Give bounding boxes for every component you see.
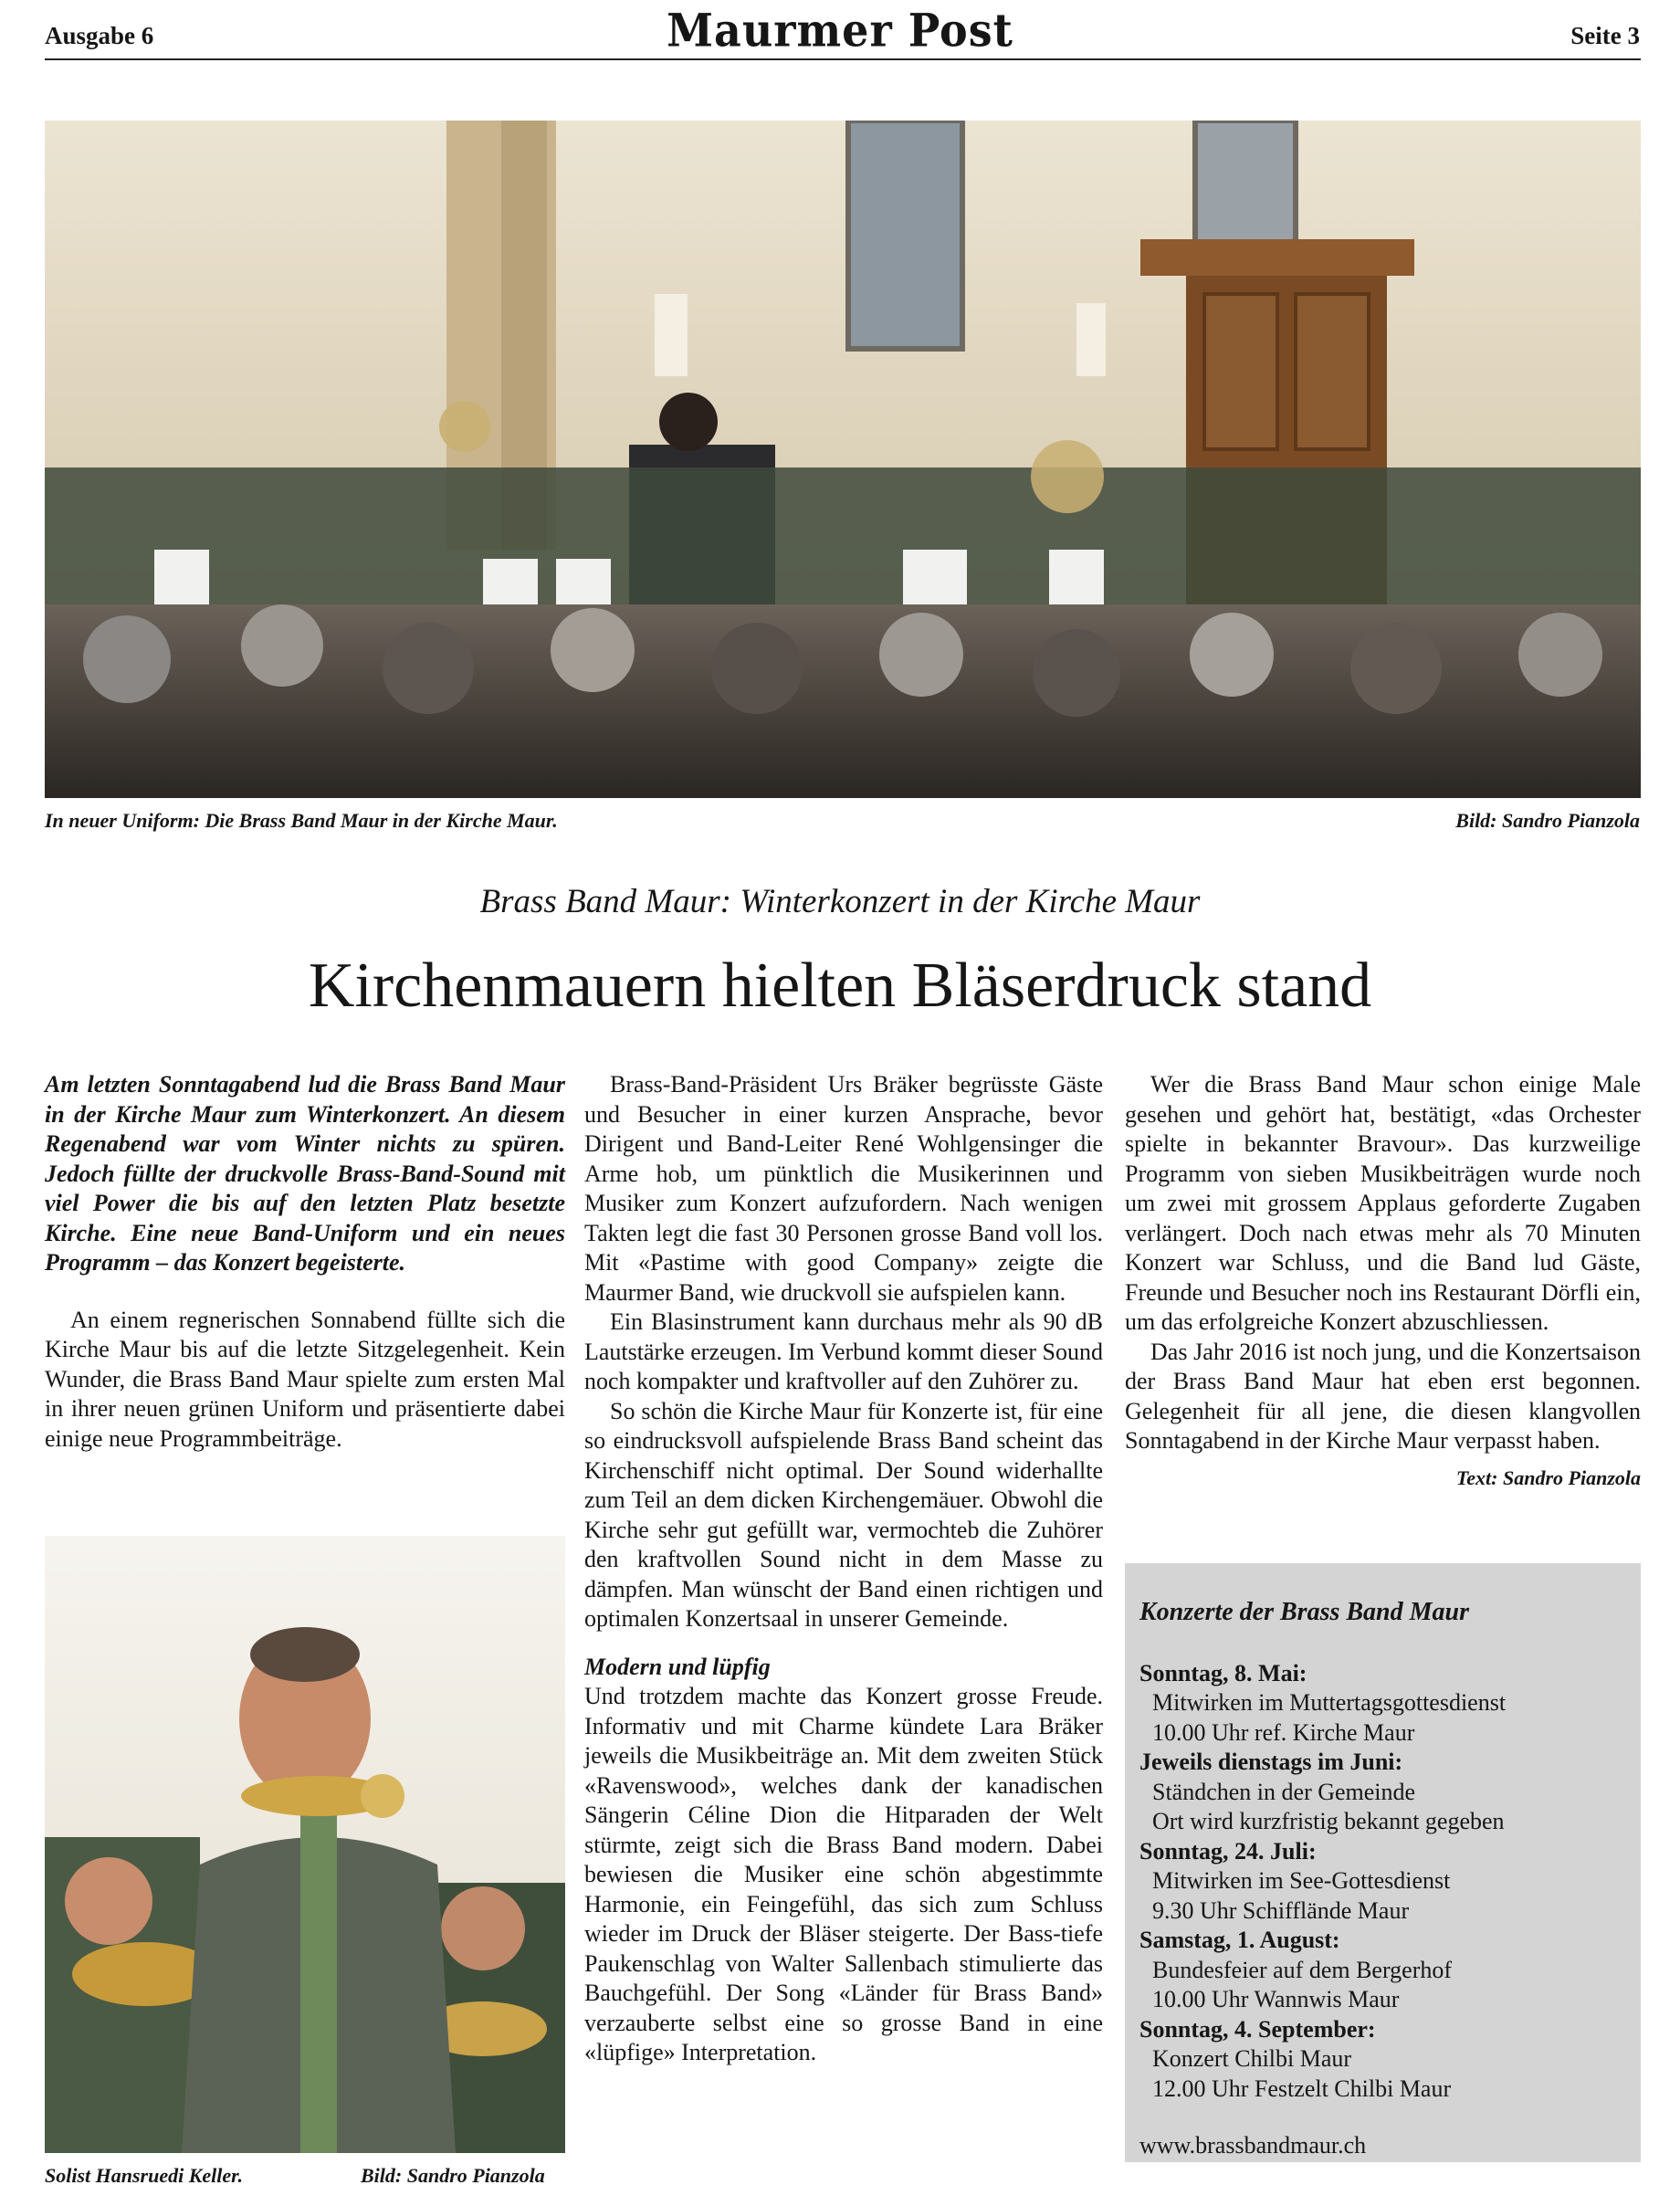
event-detail: Ständchen in der Gemeinde	[1152, 1778, 1416, 1805]
event-detail: Konzert Chilbi Maur	[1152, 2045, 1352, 2072]
event-date: Sonntag, 4. September:	[1139, 2015, 1376, 2043]
article-paragraph: Und trotzdem machte das Konzert grosse Freude. Informativ und mit Charme kündete Lara Bräker jeweils die Musikbeiträge an. Mit dem zweiten Stück «Ravenswood», welches dank der kanadischen Sängerin Céline Dion die Hitparaden der Welt stürmte, zeigt sich die Brass Band modern. Dabei bewiesen die Musiker eine schön abgestimmte Harmonie, ein Feingefühl, das sich zum Schluss wieder im Druck der Bläser steigerte. Der Bass-tiefe Paukenschlag von Walter Sallenbach stimulierte das Bauchgefühl. Der Song «Länder für Brass Band» verzauberte selbst eine so grosse Band in eine «lüpfige» Interpretation.	[584, 1683, 1103, 2065]
event-location: 10.00 Uhr Wannwis Maur	[1152, 1986, 1400, 2012]
column-1	[45, 1070, 565, 1454]
concert-event	[1139, 1748, 1626, 1837]
column-2	[584, 1070, 1103, 2068]
event-date: Jeweils dienstags im Juni:	[1139, 1749, 1403, 1775]
event-date: Samstag, 1. August:	[1139, 1927, 1340, 1953]
event-detail: Bundesfeier auf dem Bergerhof	[1152, 1956, 1453, 1983]
masthead-divider	[45, 58, 1641, 60]
article-headline: Kirchenmauern hielten Bläserdruck stand	[308, 951, 1372, 1021]
concert-event	[1139, 1926, 1626, 2015]
band-website-link[interactable]: www.brassbandmaur.ch	[1139, 2132, 1367, 2159]
page-number: Seite 3	[1570, 22, 1640, 49]
event-date: Sonntag, 24. Juli:	[1139, 1837, 1317, 1865]
article-paragraph: So schön die Kirche Maur für Konzerte ist, für eine so eindrucksvoll aufspielende Brass Band scheint das Kirchenschiff nicht optimal. Der Sound widerhallte zum Teil an dem dicken Kirchengemäuer. Obwohl die Kirche sehr gut gefüllt war, vermochteb die Zuhörer den kraftvollen Sound nicht in dem Masse zu dämpfen. Man wünscht der Band einen richtigen und optimalen Konzertsaal in unserer Gemeinde.	[584, 1397, 1103, 1632]
article-lead: Am letzten Sonntagabend lud die Brass Band Maur in der Kirche Maur zum Winterkonzert. An diesem Regenabend war vom Winter nichts zu spüren. Jedoch füllte der druckvolle Brass-Band-Sound mit viel Power die bis auf den letzten Platz besetzte Kirche. Eine neue Band-Uniform und ein neues Programm – das Konzert begeisterte.	[45, 1071, 565, 1276]
soloist-photo-credit: Bild: Sandro Pianzola	[361, 2164, 545, 2187]
article-paragraph: Wer die Brass Band Maur schon einige Male gesehen und gehört hat, bestätigt, «das Orchester spielte in bekannter Bravour». Das kurzweilige Programm von sieben Musikbeiträgen wurde noch um zwei mit grossem Applaus geforderte Zugaben verlängert. Doch nach etwas mehr als 70 Minuten Konzert war Schluss, und die Band lud Gäste, Freunde und Besucher noch ins Restaurant Dörfli ein, um das erfolgreiche Konzert abzuschliessen.	[1125, 1071, 1641, 1335]
concert-event	[1139, 1659, 1626, 1749]
event-location: Ort wird kurzfristig bekannt gegeben	[1152, 1808, 1505, 1834]
event-detail: Mitwirken im See-Gottesdienst	[1152, 1867, 1451, 1894]
newspaper-title: Maurmer Post	[667, 3, 1013, 58]
concert-box-title: Konzerte der Brass Band Maur	[1139, 1598, 1469, 1626]
event-detail: Mitwirken im Muttertagsgottesdienst	[1152, 1689, 1507, 1716]
concert-event	[1139, 2015, 1626, 2105]
top-photo-caption: In neuer Uniform: Die Brass Band Maur in der Kirche Maur.	[45, 809, 558, 832]
soloist-photo	[45, 1536, 565, 2153]
event-location: 12.00 Uhr Festzelt Chilbi Maur	[1152, 2075, 1452, 2102]
soloist-photo-caption: Solist Hansruedi Keller.	[45, 2164, 243, 2187]
text-credit: Text: Sandro Pianzola	[1455, 1465, 1641, 1489]
brass-band-church-photo	[45, 121, 1641, 798]
article-paragraph: Brass-Band-Präsident Urs Bräker begrüsste Gäste und Besucher in einer kurzen Ansprache, bevor Dirigent und Band-Leiter René Wohlgensinger die Arme hob, um pünktlich die Musikerinnen und Musiker zum Konzert aufzufordern. Nach wenigen Takten legt die fast 30 Personen grosse Band voll los. Mit «Pastime with good Company» zeigte die Maurmer Band, wie druckvoll sie aufspielen kann.	[584, 1071, 1103, 1306]
article-paragraph: Das Jahr 2016 ist noch jung, und die Konzertsaison der Brass Band Maur hat eben erst begonnen. Gelegenheit für all jene, die diesen klangvollen Sonntagabend in der Kirche Maur verpasst haben.	[1125, 1338, 1641, 1454]
concert-event	[1139, 1837, 1626, 1927]
column-3	[1125, 1070, 1641, 1493]
event-location: 10.00 Uhr ref. Kirche Maur	[1152, 1718, 1415, 1746]
concert-schedule-box	[1125, 1563, 1641, 2162]
top-photo-credit: Bild: Sandro Pianzola	[1455, 809, 1640, 832]
article-paragraph: An einem regnerischen Sonnabend füllte sich die Kirche Maur bis auf die letzte Sitzgelegenheit. Kein Wunder, die Brass Band Maur spielte zum ersten Mal in ihrer neuen grünen Uniform und präsentierte dabei einige neue Programmbeiträge.	[45, 1306, 565, 1452]
event-location: 9.30 Uhr Schifflände Maur	[1152, 1896, 1410, 1924]
event-date: Sonntag, 8. Mai:	[1139, 1659, 1307, 1686]
article-paragraph: Ein Blasinstrument kann durchaus mehr als 90 dB Lautstärke erzeugen. Im Verbund kommt dieser Sound noch kompakter und kraftvoller auf den Zuhörer zu.	[584, 1308, 1103, 1394]
article-kicker: Brass Band Maur: Winterkonzert in der Kirche Maur	[479, 883, 1201, 920]
issue-number: Ausgabe 6	[45, 22, 154, 49]
article-subheading: Modern und lüpfig	[584, 1653, 771, 1680]
